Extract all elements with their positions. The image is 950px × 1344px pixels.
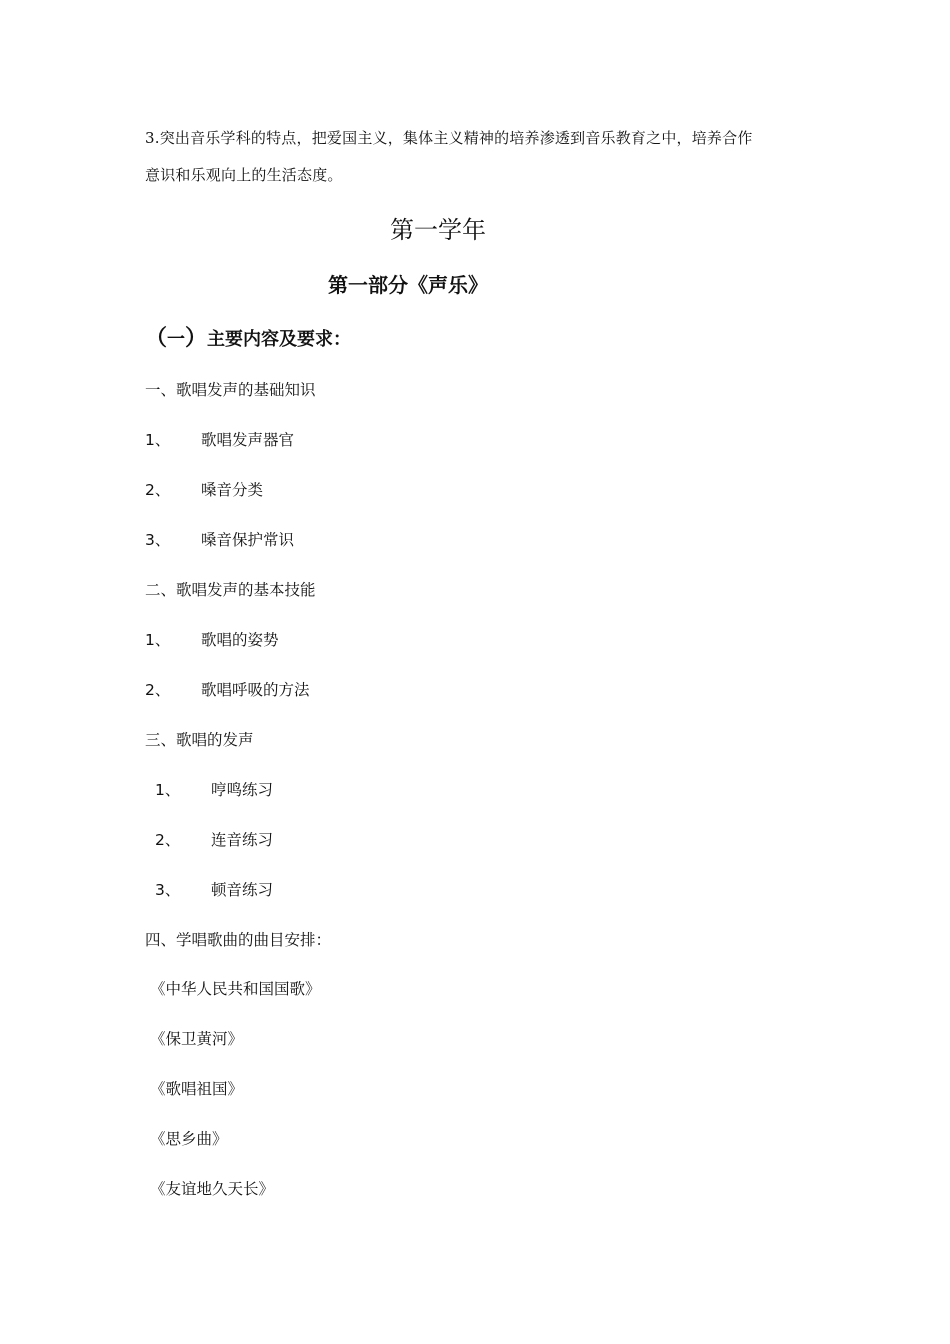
- list-item: [155, 778, 273, 802]
- song-item: [150, 1127, 228, 1151]
- list-item-number: 2、: [145, 681, 171, 699]
- section-number: 一: [167, 329, 186, 350]
- list-item-number: 1、: [145, 431, 171, 449]
- song-title: 《保卫黄河》: [150, 1030, 244, 1048]
- year-heading: 第一学年: [390, 216, 486, 244]
- list-item: [155, 828, 273, 852]
- topic-heading-1: [145, 378, 316, 402]
- section-heading: [145, 323, 351, 356]
- intro-line-1: 3.突出音乐学科的特点，把爱国主义，集体主义精神的培养渗透到音乐教育之中，培养合作: [145, 129, 753, 147]
- part-heading: 第一部分《声乐》: [328, 273, 488, 297]
- list-item-text: 嗓音保护常识: [201, 531, 295, 549]
- list-item-text: 歌唱的姿势: [201, 631, 279, 649]
- song-item: [150, 1177, 274, 1201]
- list-item-number: 2、: [145, 481, 171, 499]
- intro-line-2: 意识和乐观向上的生活态度。: [145, 166, 343, 184]
- list-item: [145, 528, 294, 552]
- list-item-number: 2、: [155, 831, 181, 849]
- song-item: [150, 1027, 243, 1051]
- topic-heading-text: 二、歌唱发声的基本技能: [145, 581, 316, 599]
- song-item: [150, 1077, 243, 1101]
- topic-heading-text: 四、学唱歌曲的曲目安排：: [145, 931, 332, 949]
- list-item-number: 1、: [145, 631, 171, 649]
- song-item: [150, 977, 321, 1001]
- section-close-paren: ）: [185, 326, 208, 351]
- topic-heading-4: [145, 928, 331, 952]
- list-item-text: 嗓音分类: [201, 481, 264, 499]
- section-heading-text: 主要内容及要求：: [207, 329, 352, 350]
- list-item: [145, 628, 279, 652]
- list-item: [155, 878, 273, 902]
- section-open-paren: （: [145, 326, 168, 351]
- song-title: 《思乡曲》: [150, 1130, 228, 1148]
- list-item-text: 顿音练习: [211, 881, 274, 899]
- intro-paragraph: [145, 120, 825, 194]
- song-title: 《友谊地久天长》: [150, 1180, 275, 1198]
- topic-heading-3: [145, 728, 254, 752]
- list-item: [145, 678, 310, 702]
- list-item: [145, 428, 294, 452]
- list-item: [145, 478, 263, 502]
- topic-heading-text: 一、歌唱发声的基础知识: [145, 381, 316, 399]
- list-item-number: 1、: [155, 781, 181, 799]
- song-title: 《中华人民共和国国歌》: [150, 980, 321, 998]
- song-title: 《歌唱祖国》: [150, 1080, 244, 1098]
- list-item-text: 歌唱呼吸的方法: [201, 681, 310, 699]
- topic-heading-text: 三、歌唱的发声: [145, 731, 254, 749]
- list-item-number: 3、: [145, 531, 171, 549]
- list-item-text: 歌唱发声器官: [201, 431, 295, 449]
- list-item-text: 连音练习: [211, 831, 274, 849]
- list-item-text: 哼鸣练习: [211, 781, 274, 799]
- list-item-number: 3、: [155, 881, 181, 899]
- topic-heading-2: [145, 578, 316, 602]
